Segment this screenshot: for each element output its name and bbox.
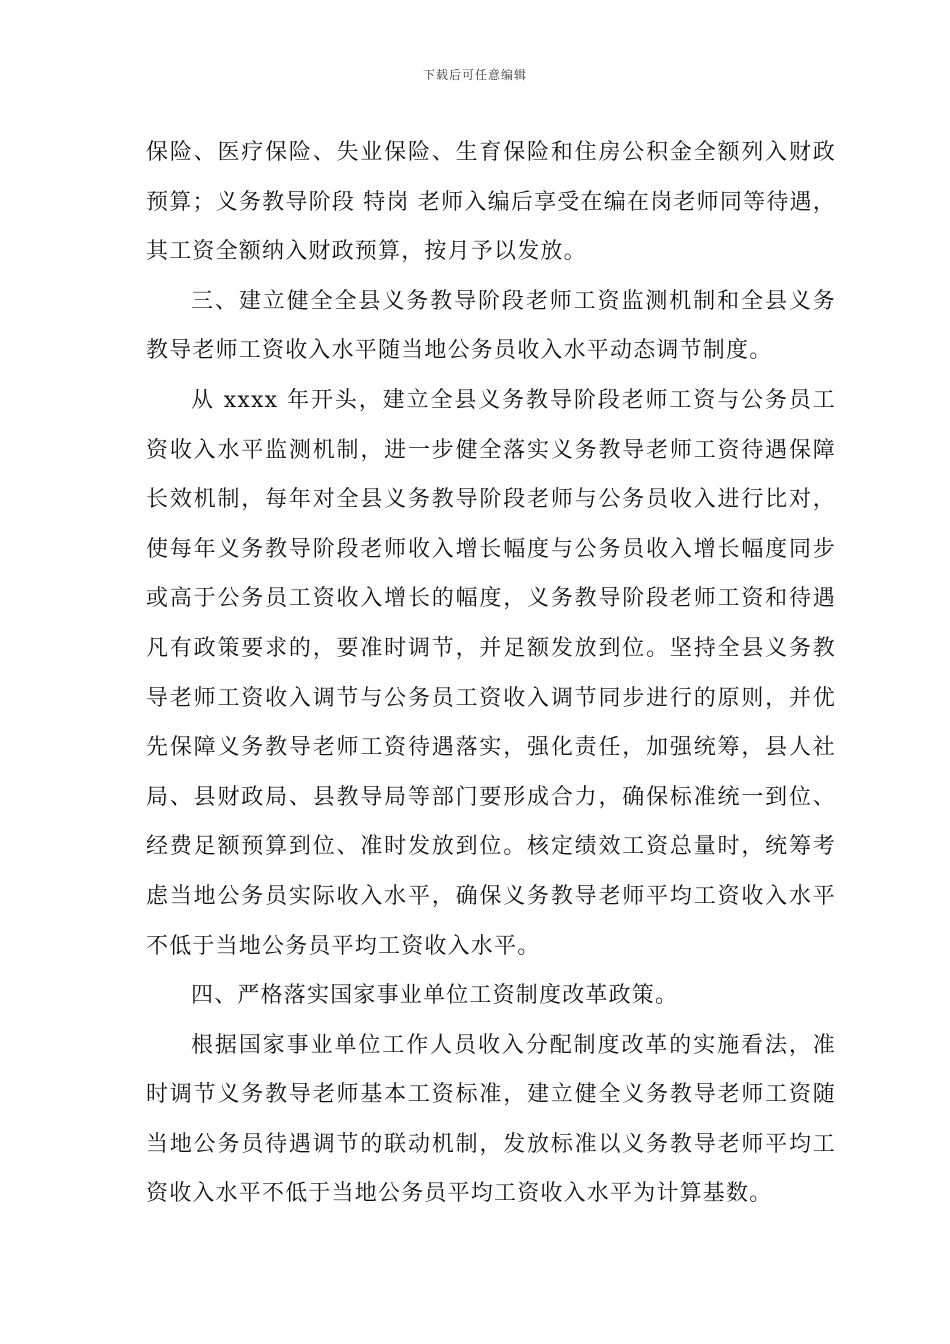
body-paragraph: 保险、医疗保险、失业保险、生育保险和住房公积金全额列入财政预算；义务教导阶段 特岗 老师入编后享受在编在岗老师同等待遇，其工资全额纳入财政预算，按月予以发放。 [146,140,836,265]
section-heading-three: 三、建立健全全县义务教导阶段老师工资监测机制和全县义务教导老师工资收入水平随当地公务员收入水平动态调节制度。 [146,288,836,364]
document-body [146,128,836,1219]
body-paragraph: 从 xxxx 年开头，建立全县义务教导阶段老师工资与公务员工资收入水平监测机制，进一步健全落实义务教导老师工资待遇保障长效机制，每年对全县义务教导阶段老师与公务员收入进行比对，使每年义务教导阶段老师收入增长幅度与公务员收入增长幅度同步或高于公务员工资收入增长的幅度，义务教导阶段老师工资和待遇凡有政策要求的，要准时调节，并足额发放到位。坚持全县义务教导老师工资收入调节与公务员工资收入调节同步进行的原则，并优先保障义务教导老师工资待遇落实，强化责任，加强统筹，县人社局、县财政局、县教导局等部门要形成合力，确保标准统一到位、经费足额预算到位、准时发放到位。核定绩效工资总量时，统筹考虑当地公务员实际收入水平，确保义务教导老师平均工资收入水平不低于当地公务员平均工资收入水平。 [146,387,836,959]
body-paragraph: 根据国家事业单位工作人员收入分配制度改革的实施看法，准时调节义务教导老师基本工资标准，建立健全义务教导老师工资随当地公务员待遇调节的联动机制，发放标准以义务教导老师平均工资收入水平不低于当地公务员平均工资收入水平为计算基数。 [146,1032,836,1207]
section-heading-four: 四、严格落实国家事业单位工资制度改革政策。 [191,983,679,1009]
page-header-note: 下载后可任意编辑 [422,68,527,82]
